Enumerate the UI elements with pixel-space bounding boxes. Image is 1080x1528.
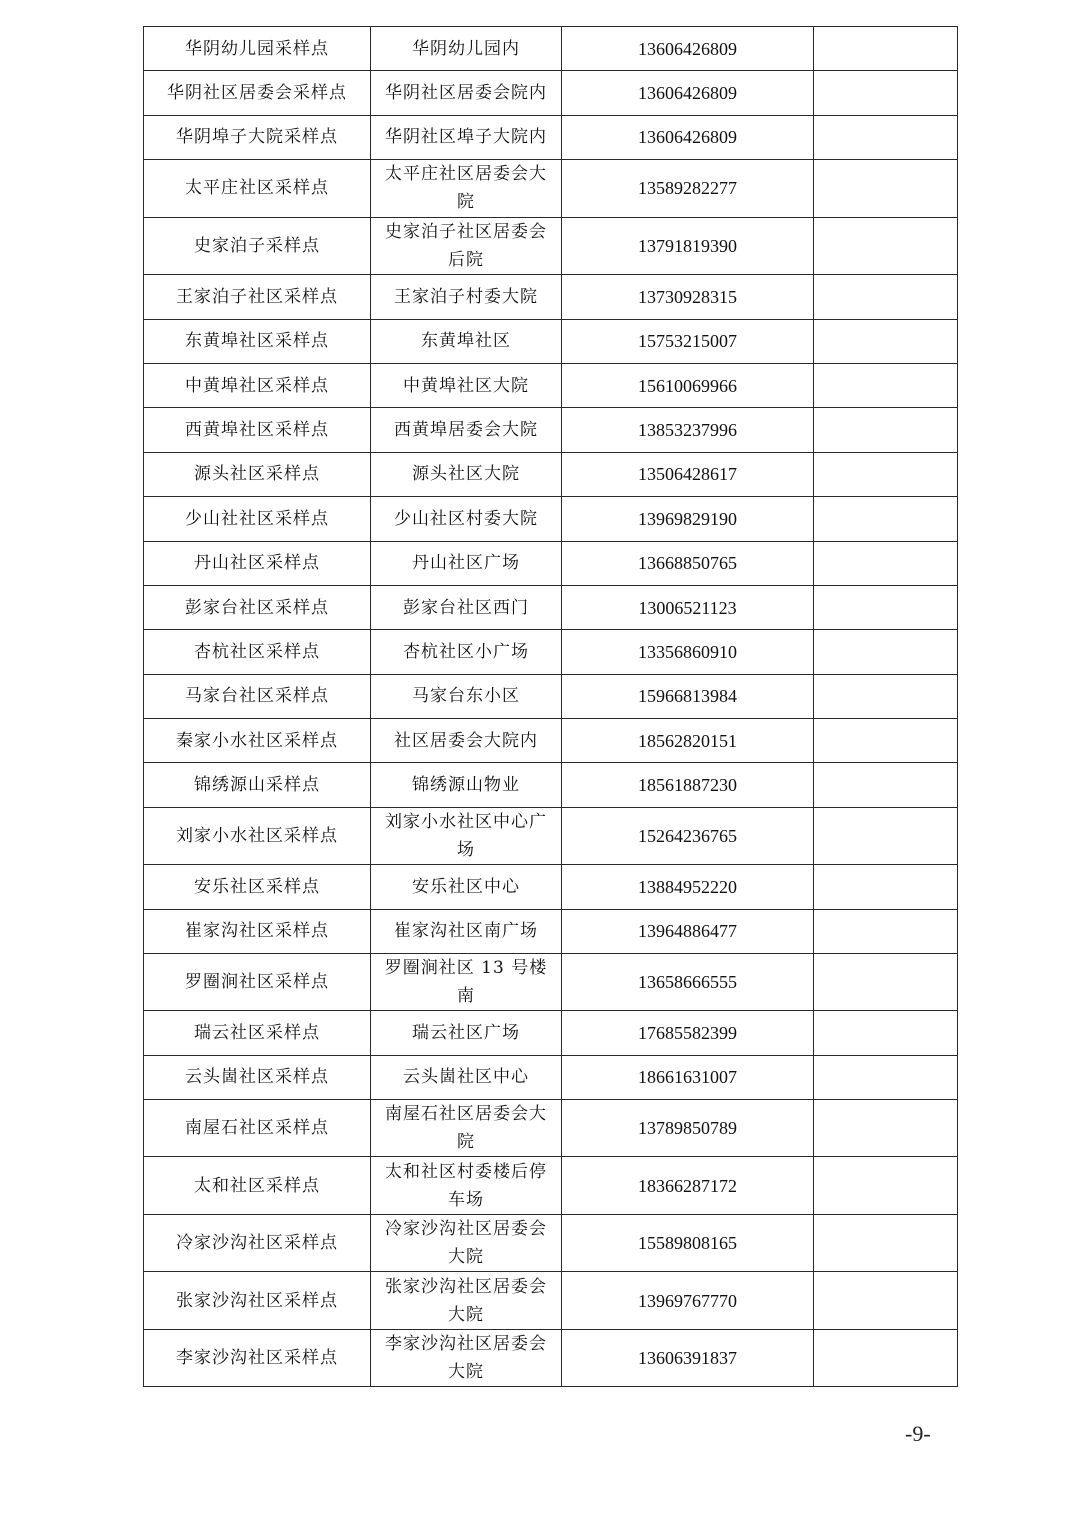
- note-cell: [814, 865, 958, 909]
- note-cell: [814, 71, 958, 115]
- table-body: [144, 27, 958, 1387]
- sampling-point-name: 刘家小水社区采样点: [144, 807, 371, 865]
- sampling-point-name: 南屋石社区采样点: [144, 1099, 371, 1157]
- table-row: [144, 719, 958, 763]
- sampling-point-address: 太平庄社区居委会大院: [371, 160, 562, 218]
- table-row: [144, 71, 958, 115]
- contact-phone: 13606391837: [562, 1329, 814, 1387]
- contact-phone: 13791819390: [562, 217, 814, 275]
- sampling-point-address: 中黄埠社区大院: [371, 363, 562, 407]
- note-cell: [814, 1272, 958, 1330]
- table-row: [144, 27, 958, 71]
- contact-phone: 13658666555: [562, 954, 814, 1011]
- sampling-point-name: 马家台社区采样点: [144, 674, 371, 718]
- contact-phone: 13006521123: [562, 585, 814, 629]
- contact-phone: 13969767770: [562, 1272, 814, 1330]
- sampling-point-name: 太和社区采样点: [144, 1157, 371, 1215]
- note-cell: [814, 1055, 958, 1099]
- contact-phone: 13789850789: [562, 1099, 814, 1157]
- table-row: [144, 1157, 958, 1215]
- table-row: [144, 585, 958, 629]
- sampling-point-name: 中黄埠社区采样点: [144, 363, 371, 407]
- note-cell: [814, 1099, 958, 1157]
- sampling-point-address: 李家沙沟社区居委会大院: [371, 1329, 562, 1387]
- sampling-point-address: 安乐社区中心: [371, 865, 562, 909]
- contact-phone: 13668850765: [562, 541, 814, 585]
- sampling-point-address: 马家台东小区: [371, 674, 562, 718]
- sampling-point-address: 社区居委会大院内: [371, 719, 562, 763]
- table-row: [144, 1214, 958, 1272]
- sampling-points-table: [143, 26, 958, 1387]
- sampling-point-address: 彭家台社区西门: [371, 585, 562, 629]
- sampling-point-address: 南屋石社区居委会大院: [371, 1099, 562, 1157]
- sampling-point-address: 东黄埠社区: [371, 319, 562, 363]
- table-row: [144, 630, 958, 674]
- contact-phone: 18562820151: [562, 719, 814, 763]
- contact-phone: 13853237996: [562, 408, 814, 452]
- contact-phone: 13589282277: [562, 160, 814, 218]
- table-row: [144, 160, 958, 218]
- sampling-point-name: 华阴社区居委会采样点: [144, 71, 371, 115]
- contact-phone: 18366287172: [562, 1157, 814, 1215]
- sampling-point-name: 少山社社区采样点: [144, 497, 371, 541]
- sampling-point-name: 史家泊子采样点: [144, 217, 371, 275]
- table-row: [144, 1011, 958, 1055]
- sampling-point-address: 源头社区大院: [371, 452, 562, 496]
- table-row: [144, 452, 958, 496]
- table-row: [144, 541, 958, 585]
- table-row: [144, 674, 958, 718]
- note-cell: [814, 763, 958, 807]
- sampling-point-address: 华阴幼儿园内: [371, 27, 562, 71]
- note-cell: [814, 807, 958, 865]
- contact-phone: 13964886477: [562, 909, 814, 953]
- note-cell: [814, 674, 958, 718]
- sampling-point-name: 安乐社区采样点: [144, 865, 371, 909]
- table-row: [144, 807, 958, 865]
- sampling-point-address: 西黄埠居委会大院: [371, 408, 562, 452]
- table-row: [144, 1272, 958, 1330]
- contact-phone: 15264236765: [562, 807, 814, 865]
- table-row: [144, 763, 958, 807]
- sampling-point-name: 彭家台社区采样点: [144, 585, 371, 629]
- sampling-point-name: 李家沙沟社区采样点: [144, 1329, 371, 1387]
- contact-phone: 13969829190: [562, 497, 814, 541]
- contact-phone: 17685582399: [562, 1011, 814, 1055]
- note-cell: [814, 1157, 958, 1215]
- table-row: [144, 909, 958, 953]
- contact-phone: 13606426809: [562, 115, 814, 159]
- contact-phone: 13730928315: [562, 275, 814, 319]
- sampling-point-name: 崔家沟社区采样点: [144, 909, 371, 953]
- table-row: [144, 408, 958, 452]
- table-row: [144, 954, 958, 1011]
- contact-phone: 15966813984: [562, 674, 814, 718]
- sampling-point-name: 瑞云社区采样点: [144, 1011, 371, 1055]
- note-cell: [814, 217, 958, 275]
- table-row: [144, 1055, 958, 1099]
- table-row: [144, 865, 958, 909]
- sampling-point-address: 崔家沟社区南广场: [371, 909, 562, 953]
- note-cell: [814, 275, 958, 319]
- note-cell: [814, 452, 958, 496]
- contact-phone: 15589808165: [562, 1214, 814, 1272]
- table-row: [144, 115, 958, 159]
- sampling-point-address: 云头崮社区中心: [371, 1055, 562, 1099]
- sampling-point-name: 东黄埠社区采样点: [144, 319, 371, 363]
- sampling-point-name: 华阴埠子大院采样点: [144, 115, 371, 159]
- note-cell: [814, 630, 958, 674]
- note-cell: [814, 319, 958, 363]
- sampling-point-address: 华阴社区埠子大院内: [371, 115, 562, 159]
- note-cell: [814, 115, 958, 159]
- sampling-point-address: 少山社区村委大院: [371, 497, 562, 541]
- table-row: [144, 319, 958, 363]
- sampling-point-address: 刘家小水社区中心广场: [371, 807, 562, 865]
- sampling-point-name: 秦家小水社区采样点: [144, 719, 371, 763]
- note-cell: [814, 585, 958, 629]
- sampling-point-address: 太和社区村委楼后停车场: [371, 1157, 562, 1215]
- contact-phone: 15753215007: [562, 319, 814, 363]
- page-number: -9-: [905, 1421, 931, 1446]
- note-cell: [814, 363, 958, 407]
- contact-phone: 15610069966: [562, 363, 814, 407]
- table-row: [144, 497, 958, 541]
- sampling-point-address: 冷家沙沟社区居委会大院: [371, 1214, 562, 1272]
- note-cell: [814, 719, 958, 763]
- sampling-point-address: 锦绣源山物业: [371, 763, 562, 807]
- sampling-point-name: 太平庄社区采样点: [144, 160, 371, 218]
- sampling-point-address: 王家泊子村委大院: [371, 275, 562, 319]
- contact-phone: 13606426809: [562, 71, 814, 115]
- sampling-point-name: 罗圈涧社区采样点: [144, 954, 371, 1011]
- sampling-point-name: 冷家沙沟社区采样点: [144, 1214, 371, 1272]
- sampling-point-name: 云头崮社区采样点: [144, 1055, 371, 1099]
- sampling-point-address: 杏杭社区小广场: [371, 630, 562, 674]
- sampling-point-address: 罗圈涧社区 13 号楼南: [371, 954, 562, 1011]
- note-cell: [814, 27, 958, 71]
- sampling-point-name: 张家沙沟社区采样点: [144, 1272, 371, 1330]
- note-cell: [814, 408, 958, 452]
- contact-phone: 13884952220: [562, 865, 814, 909]
- note-cell: [814, 160, 958, 218]
- note-cell: [814, 497, 958, 541]
- note-cell: [814, 541, 958, 585]
- contact-phone: 13606426809: [562, 27, 814, 71]
- table-row: [144, 363, 958, 407]
- note-cell: [814, 909, 958, 953]
- note-cell: [814, 1011, 958, 1055]
- sampling-point-address: 华阴社区居委会院内: [371, 71, 562, 115]
- sampling-point-name: 西黄埠社区采样点: [144, 408, 371, 452]
- table-row: [144, 1329, 958, 1387]
- sampling-point-name: 丹山社区采样点: [144, 541, 371, 585]
- contact-phone: 13356860910: [562, 630, 814, 674]
- contact-phone: 13506428617: [562, 452, 814, 496]
- contact-phone: 18561887230: [562, 763, 814, 807]
- sampling-point-name: 王家泊子社区采样点: [144, 275, 371, 319]
- sampling-point-name: 杏杭社区采样点: [144, 630, 371, 674]
- note-cell: [814, 1329, 958, 1387]
- sampling-point-name: 华阴幼儿园采样点: [144, 27, 371, 71]
- sampling-point-name: 源头社区采样点: [144, 452, 371, 496]
- note-cell: [814, 1214, 958, 1272]
- sampling-point-name: 锦绣源山采样点: [144, 763, 371, 807]
- sampling-point-address: 张家沙沟社区居委会大院: [371, 1272, 562, 1330]
- note-cell: [814, 954, 958, 1011]
- sampling-point-address: 史家泊子社区居委会后院: [371, 217, 562, 275]
- table-row: [144, 1099, 958, 1157]
- table-row: [144, 217, 958, 275]
- sampling-point-address: 丹山社区广场: [371, 541, 562, 585]
- sampling-point-address: 瑞云社区广场: [371, 1011, 562, 1055]
- table-row: [144, 275, 958, 319]
- contact-phone: 18661631007: [562, 1055, 814, 1099]
